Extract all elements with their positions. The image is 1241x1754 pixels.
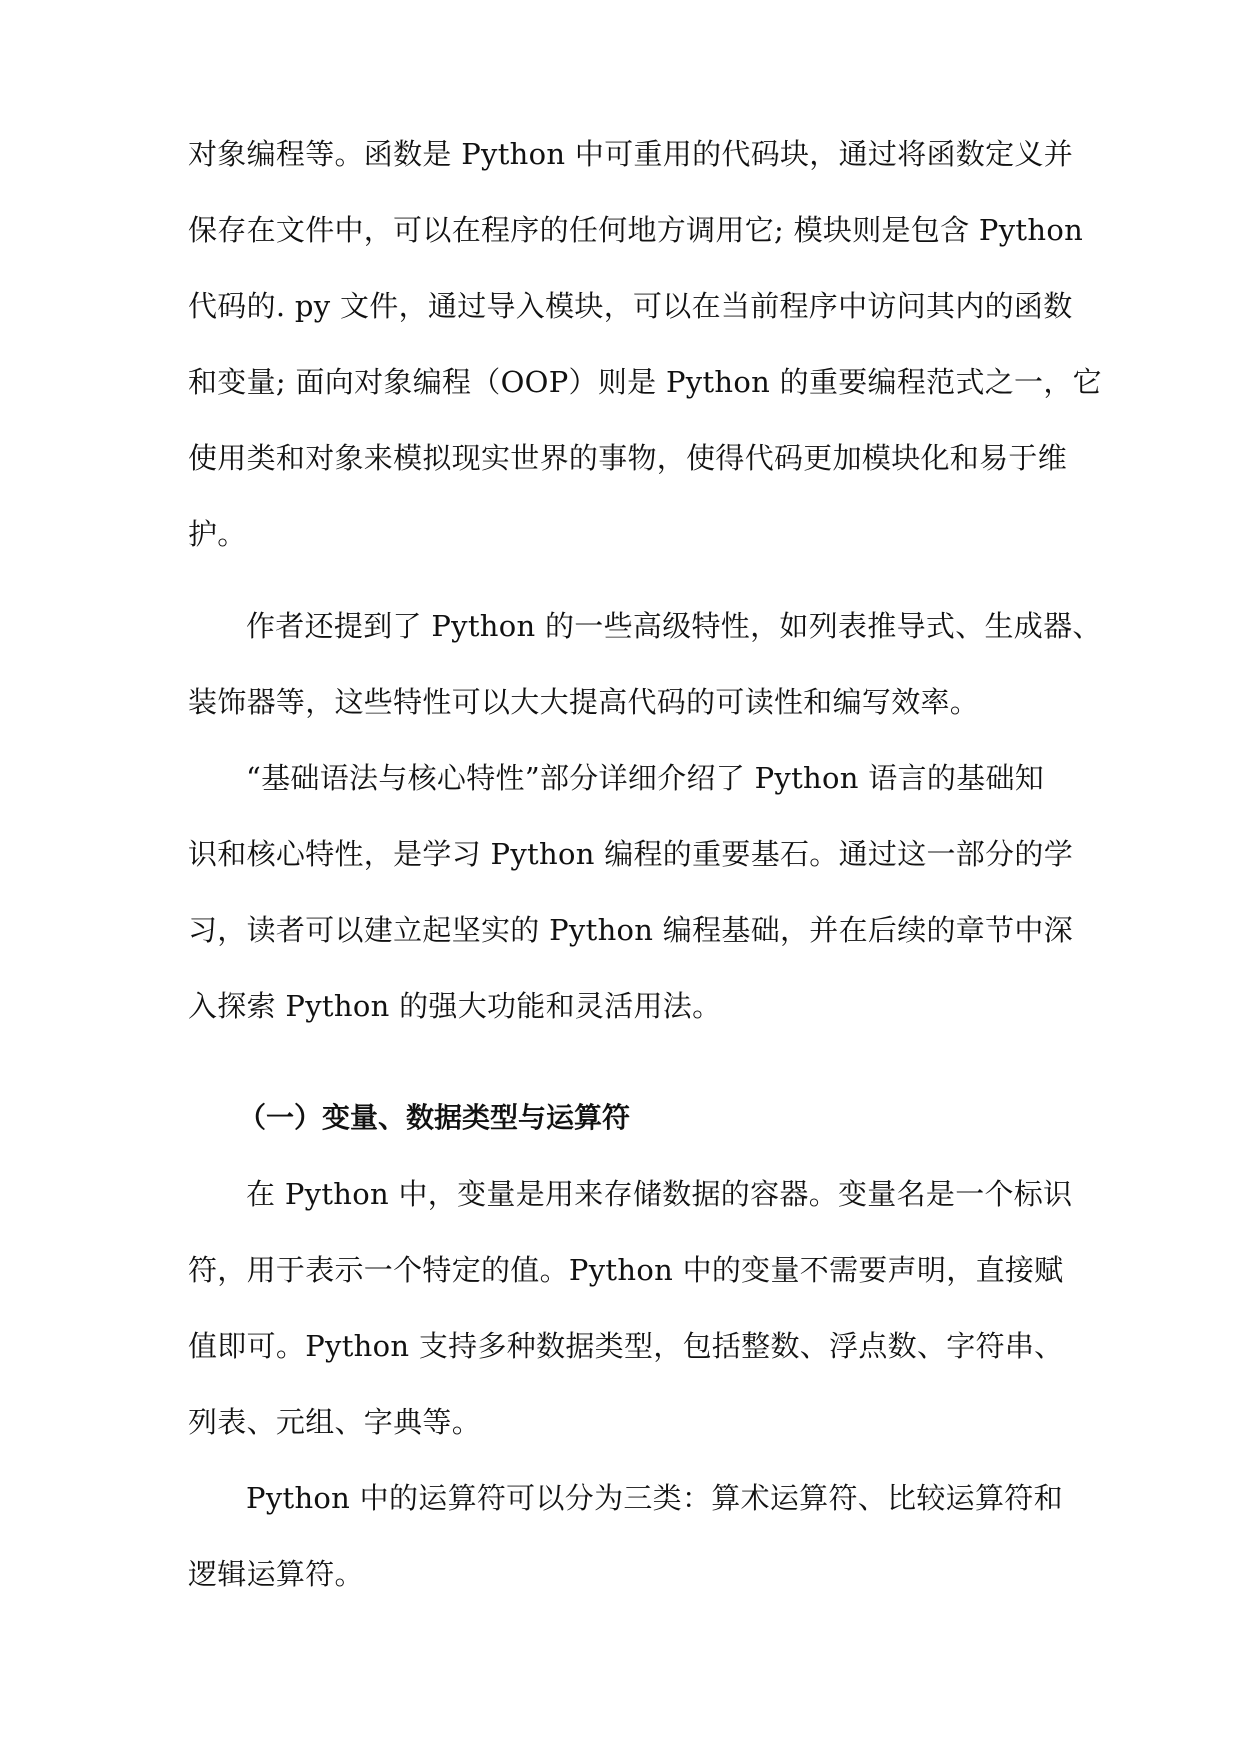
text-line: 对象编程等。函数是 Python 中可重用的代码块，通过将函数定义并 xyxy=(188,137,1074,171)
text-line: 代码的. py 文件，通过导入模块，可以在当前程序中访问其内的函数 xyxy=(188,289,1073,323)
paragraph-advanced-features xyxy=(188,588,1102,740)
text-line: 值即可。Python 支持多种数据类型，包括整数、浮点数、字符串、 xyxy=(188,1329,1064,1363)
paragraph-operators xyxy=(188,1460,1088,1612)
section-heading: （一）变量、数据类型与运算符 xyxy=(238,1101,631,1134)
text-line: 入探索 Python 的强大功能和灵活用法。 xyxy=(188,989,722,1023)
text-line: 符，用于表示一个特定的值。Python 中的变量不需要声明，直接赋 xyxy=(188,1253,1064,1287)
paragraph-variables-data-types xyxy=(188,1156,1088,1460)
text-line: 识和核心特性，是学习 Python 编程的重要基石。通过这一部分的学 xyxy=(188,837,1074,871)
text-line: 在 Python 中，变量是用来存储数据的容器。变量名是一个标识 xyxy=(246,1177,1073,1211)
text-line: 和变量; 面向对象编程（OOP）则是 Python 的重要编程范式之一，它 xyxy=(188,365,1102,399)
paragraph-basic-syntax-summary xyxy=(188,740,1088,1044)
text-line: 使用类和对象来模拟现实世界的事物，使得代码更加模块化和易于维 xyxy=(188,441,1068,475)
text-line: “基础语法与核心特性”部分详细介绍了 Python 语言的基础知 xyxy=(246,761,1045,795)
text-line: Python 中的运算符可以分为三类：算术运算符、比较运算符和 xyxy=(246,1481,1063,1515)
text-line: 保存在文件中，可以在程序的任何地方调用它; 模块则是包含 Python xyxy=(188,213,1084,247)
text-line: 逻辑运算符。 xyxy=(188,1557,364,1591)
text-line: 作者还提到了 Python 的一些高级特性，如列表推导式、生成器、 xyxy=(246,609,1102,643)
text-line: 习，读者可以建立起坚实的 Python 编程基础，并在后续的章节中深 xyxy=(188,913,1074,947)
text-line: 装饰器等，这些特性可以大大提高代码的可读性和编写效率。 xyxy=(188,685,980,719)
text-line: 护。 xyxy=(188,517,247,551)
paragraph-functions-modules-oop xyxy=(188,116,1102,572)
text-line: 列表、元组、字典等。 xyxy=(188,1405,482,1439)
